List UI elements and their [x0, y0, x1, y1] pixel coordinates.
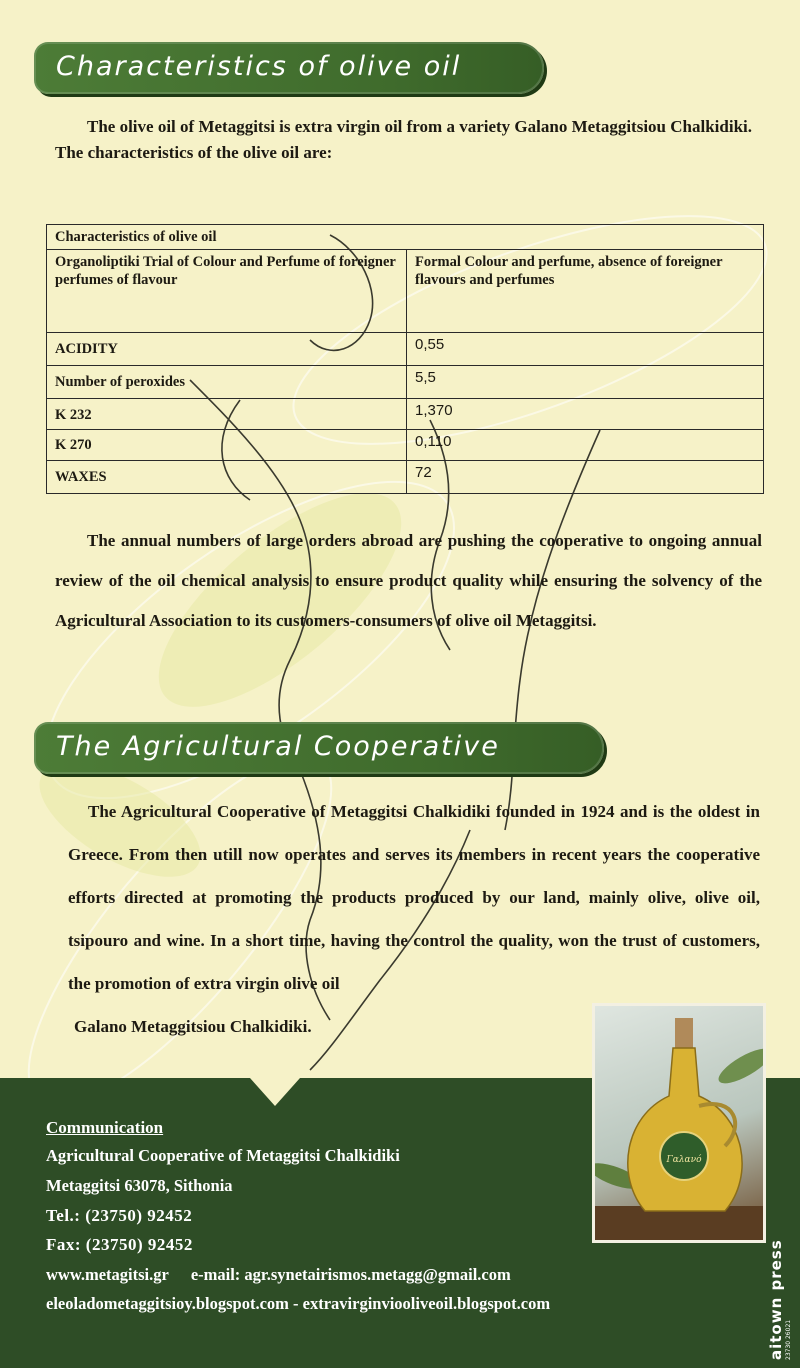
intro-line-1: The olive oil of Metaggitsi is extra virgin oil from a variety Galano Metaggitsiou Chalkidiki. — [87, 117, 753, 136]
table-row — [47, 333, 764, 366]
contact-organization: Agricultural Cooperative of Metaggitsi Chalkidiki — [46, 1146, 400, 1165]
cooperative-title: The Agricultural Cooperative — [56, 731, 500, 762]
printer-phone: 23730 26021 — [785, 1319, 792, 1360]
characteristics-banner — [34, 42, 544, 94]
email-link[interactable]: e-mail: agr.synetairismos.metagg@gmail.com — [190, 1265, 511, 1284]
organoleptic-label: Organoliptiki Trial of Colour and Perfume of foreigner perfumes of flavour — [47, 250, 407, 333]
organoleptic-value: Formal Colour and perfume, absence of foreigner flavours and perfumes — [407, 250, 764, 333]
intro-line-2: The characteristics of the olive oil are: — [55, 143, 333, 162]
printer-name: aitown press — [767, 1239, 785, 1360]
characteristics-table — [46, 224, 764, 494]
orders-paragraph-text: The annual numbers of large orders abroad are pushing the cooperative to ongoing annual review of the oil chemical analysis to ensure product quality while ensuring the solvency of the Agricultural Association to its customers-consumers of olive oil Metaggitsi. — [55, 531, 762, 630]
waxes-value: 72 — [407, 461, 764, 494]
k232-label: K 232 — [47, 399, 407, 430]
table-caption-row — [47, 225, 764, 250]
contact-heading: Communication — [46, 1118, 164, 1137]
website-link[interactable]: www.metagitsi.gr — [46, 1265, 169, 1284]
peroxides-value: 5,5 — [407, 366, 764, 399]
table-caption: Characteristics of olive oil — [47, 225, 764, 250]
contact-fax: Fax: (23750) 92452 — [46, 1235, 193, 1254]
k232-value: 1,370 — [407, 399, 764, 430]
printer-credit — [766, 1239, 792, 1360]
contact-telephone: Tel.: (23750) 92452 — [46, 1206, 193, 1225]
cooperative-closing-line: Galano Metaggitsiou Chalkidiki. — [74, 1017, 312, 1036]
acidity-value: 0,55 — [407, 333, 764, 366]
table-row — [47, 399, 764, 430]
intro-paragraph — [55, 114, 755, 166]
acidity-label: ACIDITY — [47, 333, 407, 366]
table-row — [47, 461, 764, 494]
svg-text:Γαλανό: Γαλανό — [666, 1155, 702, 1165]
blog-links[interactable]: eleoladometaggitsioy.blogspot.com - extravirginviooliveoil.blogspot.com — [46, 1294, 551, 1313]
table-row — [47, 430, 764, 461]
orders-paragraph — [55, 521, 762, 641]
olive-oil-bottle-photo — [592, 1003, 766, 1243]
waxes-label: WAXES — [47, 461, 407, 494]
organoleptic-row — [47, 250, 764, 333]
k270-value: 0,110 — [407, 430, 764, 461]
contact-address: Metaggitsi 63078, Sithonia — [46, 1176, 233, 1195]
contact-web-email — [46, 1265, 511, 1285]
table-row — [47, 366, 764, 399]
cooperative-banner — [34, 722, 604, 774]
k270-label: K 270 — [47, 430, 407, 461]
characteristics-title: Characteristics of olive oil — [56, 51, 462, 82]
cooperative-paragraph-text: The Agricultural Cooperative of Metaggitsi Chalkidiki founded in 1924 and is the oldest in Greece. From then utill now operates and serves its members in recent years the cooperative efforts directed at promoting the products produced by our land, mainly olive, olive oil, tsipouro and wine. In a short time, having the control the quality, won the trust of customers, the promotion of extra virgin olive oil — [68, 802, 760, 993]
peroxides-label: Number of peroxides — [47, 366, 407, 399]
